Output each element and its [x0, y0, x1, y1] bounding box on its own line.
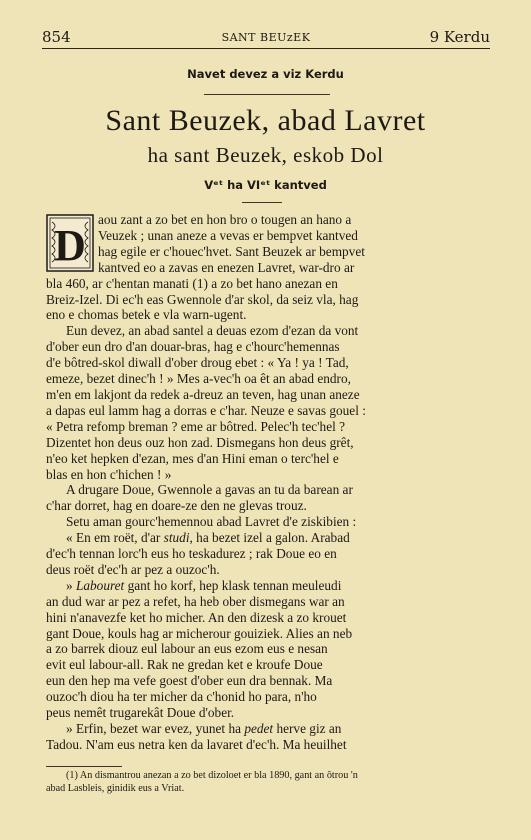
body-line: blas en hon c'hichen ! » — [46, 466, 172, 482]
section-title: Navet devez a viz Kerdu — [187, 67, 344, 81]
body-line: a dapas eul lamm hag a dorras e c'har. Neuze e savas gouel : — [46, 402, 366, 418]
footnote-divider — [46, 766, 122, 767]
body-line: Dizentet hon deus ouz hon zad. Dismegans hon deus grêt, — [46, 434, 354, 450]
body-line: an dud war ar pez a refet, ha heb ober dismegans war an — [46, 593, 345, 609]
body-text — [46, 212, 486, 753]
page-subtitle: ha sant Beuzek, eskob Dol — [147, 143, 384, 167]
body-line: hag egile er c'houec'hvet. Sant Beuzek ar bempvet — [98, 243, 365, 259]
body-line: » Labouret gant ho korf, hep klask tennan meuleudi — [66, 577, 342, 593]
body-line: hini n'anavezfe ket ho micher. An den dizesk a zo krouet — [46, 609, 347, 625]
body-line: aou zant a zo bet en hon bro o tougen an hano a — [98, 212, 352, 227]
body-line: Eun devez, an abad santel a deuas ezom d'ezan da vont — [66, 323, 359, 339]
page-title: Sant Beuzek, abad Lavret — [105, 104, 426, 137]
running-title: SANT BEUzEK — [221, 31, 311, 44]
body-line: eno e chomas betek e vla warn-ugent. — [46, 307, 247, 323]
century-label: Vᵉᵗ ha VIᵉᵗ kantved — [204, 178, 327, 192]
body-line: kantved eo a zavas en enezen Lavret, war-dro ar — [98, 259, 355, 275]
body-line: emeze, bezet dinec'h ! » Mes a-vec'h oa êt an abad endro, — [46, 371, 351, 387]
body-line: m'en em lakjont da redek a-dreuz an teven, hag unan aneze — [46, 386, 360, 402]
body-line: « En em roët, d'ar studi, ha bezet izel a galon. Arabad — [66, 530, 350, 546]
body-line: A drugare Doue, Gwennole a gavas an tu da barean ar — [66, 482, 353, 498]
running-header — [42, 26, 490, 49]
divider — [242, 202, 282, 203]
body-line: Tadou. N'am eus netra ken da lavaret d'ec'h. Ma heuilhet — [46, 736, 347, 752]
body-line: peus nemêt trugarekât Doue d'ober. — [46, 705, 235, 721]
page-number: 854 — [42, 28, 71, 46]
body-line: deus roët d'ec'h ar pez a ouzoc'h. — [46, 561, 220, 577]
body-line: d'ober eun dro d'an douar-bras, hag e c'hourc'hemennas — [46, 339, 340, 355]
body-line: eun den hep ma vefe goest d'ober eun dra bennak. Ma — [46, 673, 333, 689]
body-line: Setu aman gourc'hemennou abad Lavret d'e ziskibien : — [66, 514, 357, 530]
body-line: bla 460, ar c'hentan manati (1) a zo bet hano anezan en — [46, 275, 338, 291]
body-line: d'e bôtred-skol diwall d'ober droug ebet : « Ya ! ya ! Tad, — [46, 355, 349, 371]
body-line: n'eo ket hepken d'ezan, mes d'an Hini eman o terc'hel e — [46, 450, 339, 466]
divider — [204, 94, 330, 95]
body-line: d'ec'h tennan lorc'h eus ho teskadurez ; rak Doue eo en — [46, 546, 337, 562]
body-line: c'har dorret, hag en doare-ze den ne glevas trouz. — [46, 498, 307, 514]
body-line: evit eul labour-all. Rak ne gredan ket e kroufe Doue — [46, 657, 323, 673]
month-label: 9 Kerdu — [429, 28, 490, 46]
body-line: gant Doue, kouls hag ar micherour gouiziek. Alies an neb — [46, 625, 353, 641]
footnote-line: (1) An dismantrou anezan a zo bet dizoloet er bla 1890, gant an ôtrou 'n — [66, 770, 358, 781]
body-line: » Erfin, bezet war evez, yunet ha pedet herve giz an — [66, 721, 342, 736]
dropcap-letter: D — [54, 221, 86, 270]
body-line: Veuzek ; unan aneze a vevas er bempvet kantved — [98, 227, 358, 243]
body-line: Breiz-Izel. Di ec'h eas Gwennole d'ar skol, da seiz vla, hag — [46, 291, 359, 307]
footnote — [46, 769, 486, 795]
body-line: ouzoc'h diou ha ter micher da c'honid ho para, n'ho — [46, 689, 317, 705]
body-line: a zo barrek diouz eul labour an eus ezom eus e nesan — [46, 641, 328, 657]
footnote-line: abad Lasbleis, ginidik eus a Vriat. — [46, 783, 185, 794]
body-line: « Petra refomp breman ? eme ar bôtred. Pelec'h tec'hel ? — [46, 418, 346, 434]
